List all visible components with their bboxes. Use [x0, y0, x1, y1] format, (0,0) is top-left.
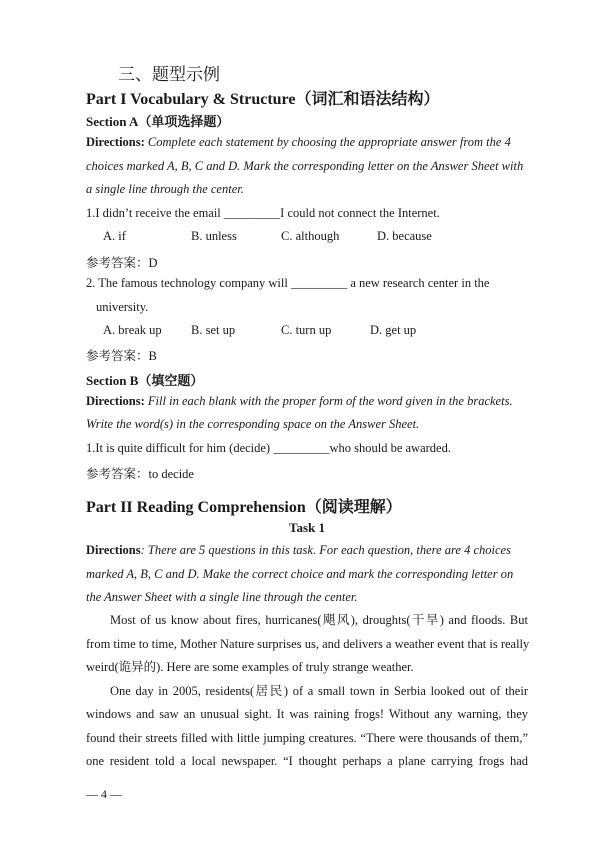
q2-option-b: B. set up — [191, 323, 236, 337]
sectionB-directions-label: Directions: — [86, 394, 145, 408]
sectionA-directions-line1 — [86, 135, 511, 150]
sectionA-title: Section A（单项选择题） — [86, 114, 230, 129]
q2-option-c: C. turn up — [281, 323, 332, 337]
task-title: Task 1 — [289, 520, 326, 535]
sectionB-directions-line2: Write the word(s) in the corresponding space on the Answer Sheet. — [86, 417, 420, 431]
q2-option-d: D. get up — [370, 323, 417, 337]
sectionA-directions-line2: choices marked A, B, C and D. Mark the corresponding letter on the Answer Sheet with — [86, 159, 524, 173]
paragraph-1-line3: weird(诡异的). Here are some examples of truly strange weather. — [86, 660, 414, 674]
question-2-line2: university. — [96, 300, 149, 314]
q1-answer: 参考答案：D — [86, 256, 158, 270]
sectionB-title: Section B（填空题） — [86, 373, 204, 388]
sectionA-directions-text-1: Complete each statement by choosing the appropriate answer from the 4 — [144, 135, 511, 149]
sectionB-question-1: 1.It is quite difficult for him (decide) _________who should be awarded. — [86, 441, 451, 455]
sectionB-directions-text-1: Fill in each blank with the proper form of the word given in the brackets. — [144, 394, 513, 408]
sectionB-q1-answer: 参考答案：to decide — [86, 467, 194, 481]
part2-directions-line3: the Answer Sheet with a single line through the center. — [86, 590, 358, 604]
question-2-line1: 2. The famous technology company will _________ a new research center in the — [86, 276, 490, 290]
paragraph-1-line1: Most of us know about fires, hurricanes(飓风), droughts(干旱) and floods. But — [110, 613, 528, 627]
part1-title: Part I Vocabulary & Structure（词汇和语法结构） — [86, 91, 440, 108]
sectionB-directions-line1 — [86, 394, 513, 409]
paragraph-2-line4: one resident told a local newspaper. “I thought perhaps a plane carrying frogs had — [86, 754, 528, 768]
paragraph-1-line2: from time to time, Mother Nature surprises us, and delivers a weather event that is really — [86, 637, 530, 651]
paragraph-2-line3: found their streets filled with little jumping creatures. “There were thousands of them,” — [86, 731, 528, 745]
q1-option-d: D. because — [377, 229, 432, 243]
page-number: — 4 — — [86, 787, 122, 801]
sectionA-directions-label: Directions: — [86, 135, 145, 149]
sectionA-directions-line3: a single line through the center. — [86, 182, 244, 196]
q1-option-b: B. unless — [191, 229, 237, 243]
q2-answer: 参考答案：B — [86, 349, 157, 363]
paragraph-2-line2: windows and saw an unusual sight. It was raining frogs! Without any warning, they — [86, 707, 528, 721]
part2-directions-text-1: : There are 5 questions in this task. For each question, there are 4 choices — [140, 543, 511, 557]
part2-directions-label: Directions — [86, 543, 141, 557]
q1-option-c: C. although — [281, 229, 340, 243]
question-1-text: 1.I didn’t receive the email _________I could not connect the Internet. — [86, 206, 440, 220]
paragraph-2-line1: One day in 2005, residents(居民) of a small town in Serbia looked out of their — [110, 684, 528, 698]
q1-option-a: A. if — [103, 229, 126, 243]
part2-directions-line2: marked A, B, C and D. Make the correct choice and mark the corresponding letter on — [86, 567, 514, 581]
part2-title: Part II Reading Comprehension（阅读理解） — [86, 499, 402, 516]
q2-option-a: A. break up — [103, 323, 162, 337]
part2-directions-line1 — [86, 543, 511, 558]
section-heading: 三、题型示例 — [118, 65, 220, 85]
